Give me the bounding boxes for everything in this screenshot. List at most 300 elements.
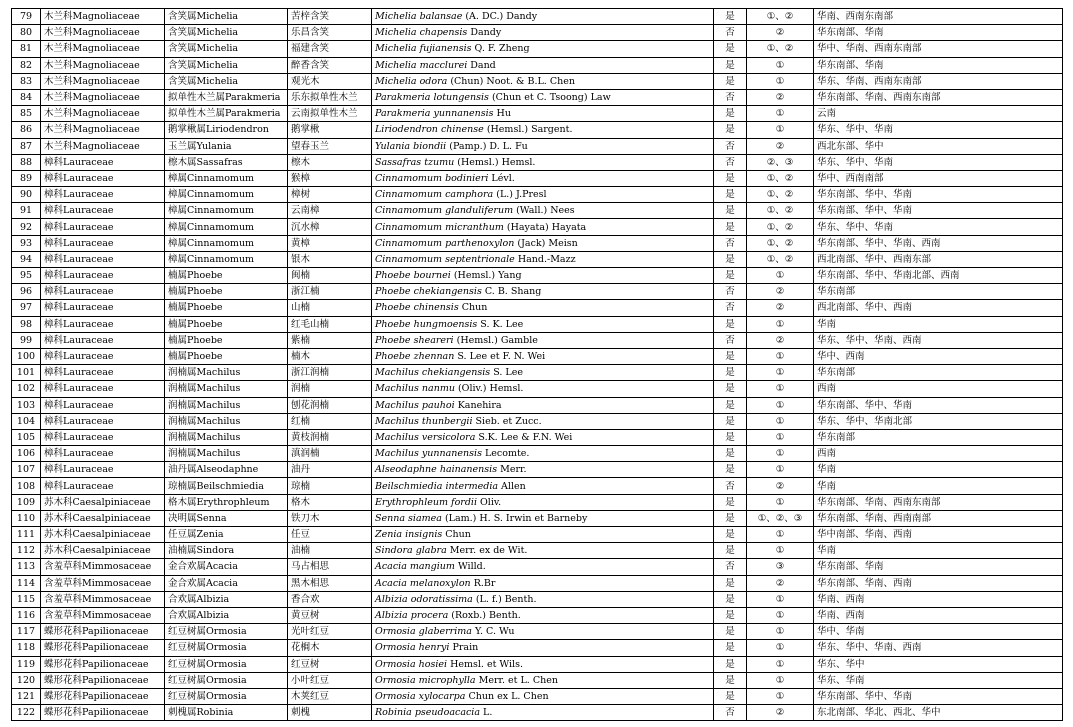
species-authority: (Wall.) Nees (513, 205, 575, 217)
scientific-name-cell (372, 607, 714, 623)
species-epithet: Parakmeria yunnanensis (375, 108, 494, 120)
family-cell: 樟科Lauraceae (41, 348, 165, 364)
region-cell: 华东南部、华南 (814, 559, 1063, 575)
genus-cell: 含笑属Michelia (165, 57, 288, 73)
flag-cell: 是 (714, 462, 747, 478)
region-cell: 华东、华南、西南东南部 (814, 73, 1063, 89)
row-number: 81 (12, 41, 41, 57)
chinese-name-cell: 望春玉兰 (288, 138, 372, 154)
species-authority: Merr. et L. Chen (475, 674, 558, 686)
scientific-name-cell (372, 413, 714, 429)
scientific-name-cell (372, 559, 714, 575)
table-row (12, 397, 1063, 413)
species-authority: L. (480, 707, 493, 719)
genus-cell: 含笑属Michelia (165, 73, 288, 89)
genus-cell: 楠属Phoebe (165, 284, 288, 300)
table-row (12, 446, 1063, 462)
genus-cell: 拟单性木兰属Parakmeria (165, 89, 288, 105)
flag-cell: 否 (714, 332, 747, 348)
chinese-name-cell: 醉香含笑 (288, 57, 372, 73)
family-cell: 蝶形花科Papilionaceae (41, 640, 165, 656)
species-authority: Kanehira (454, 399, 502, 411)
genus-cell: 格木属Erythrophleum (165, 494, 288, 510)
chinese-name-cell: 黄枝润楠 (288, 429, 372, 445)
flag-cell: 否 (714, 138, 747, 154)
flag-cell: 是 (714, 688, 747, 704)
species-authority: Q. F. Zheng (471, 43, 530, 55)
flag-cell: 是 (714, 106, 747, 122)
region-cell: 华东、华中、华南 (814, 122, 1063, 138)
scientific-name-cell (372, 170, 714, 186)
scientific-name-cell (372, 527, 714, 543)
row-number: 103 (12, 397, 41, 413)
scientific-name-cell (372, 348, 714, 364)
row-number: 94 (12, 251, 41, 267)
row-number: 101 (12, 365, 41, 381)
row-number: 109 (12, 494, 41, 510)
table-row (12, 688, 1063, 704)
region-cell: 华东、华中、华南 (814, 154, 1063, 170)
genus-cell: 樟属Cinnamomum (165, 219, 288, 235)
table-row (12, 640, 1063, 656)
table-row (12, 300, 1063, 316)
chinese-name-cell: 红豆树 (288, 656, 372, 672)
flag-cell: 是 (714, 365, 747, 381)
table-row (12, 251, 1063, 267)
table-row (12, 219, 1063, 235)
region-cell: 华东南部、华南、西南东南部 (814, 89, 1063, 105)
chinese-name-cell: 樟树 (288, 187, 372, 203)
row-number: 97 (12, 300, 41, 316)
genus-cell: 红豆树属Ormosia (165, 640, 288, 656)
region-cell: 东北南部、华北、西北、华中 (814, 705, 1063, 721)
species-epithet: Cinnamomum parthenoxylon (375, 237, 515, 249)
species-authority: Chun (458, 302, 488, 314)
chinese-name-cell: 浙江润楠 (288, 365, 372, 381)
family-cell: 木兰科Magnoliaceae (41, 122, 165, 138)
chinese-name-cell: 乐昌含笑 (288, 25, 372, 41)
region-cell: 华东南部、华南、西南东南部 (814, 494, 1063, 510)
table-row (12, 527, 1063, 543)
region-cell: 华南 (814, 316, 1063, 332)
flag-cell: 否 (714, 559, 747, 575)
family-cell: 蝶形花科Papilionaceae (41, 656, 165, 672)
code-cell: ①、② (747, 251, 814, 267)
table-row (12, 510, 1063, 526)
flag-cell: 是 (714, 672, 747, 688)
scientific-name-cell (372, 300, 714, 316)
species-authority: S.K. Lee & F.N. Wei (475, 431, 573, 443)
code-cell: ② (747, 575, 814, 591)
species-authority: R.Br (470, 577, 496, 589)
family-cell: 含羞草科Mimmosaceae (41, 575, 165, 591)
family-cell: 蝶形花科Papilionaceae (41, 672, 165, 688)
species-epithet: Phoebe bournei (375, 270, 451, 282)
scientific-name-cell (372, 332, 714, 348)
family-cell: 樟科Lauraceae (41, 478, 165, 494)
code-cell: ① (747, 672, 814, 688)
family-cell: 樟科Lauraceae (41, 397, 165, 413)
family-cell: 木兰科Magnoliaceae (41, 89, 165, 105)
species-epithet: Michelia balansae (375, 11, 463, 23)
row-number: 116 (12, 607, 41, 623)
region-cell: 西南 (814, 446, 1063, 462)
region-cell: 华东南部 (814, 429, 1063, 445)
genus-cell: 含笑属Michelia (165, 25, 288, 41)
genus-cell: 红豆树属Ormosia (165, 688, 288, 704)
row-number: 117 (12, 624, 41, 640)
code-cell: ①、② (747, 170, 814, 186)
species-authority: Y. C. Wu (471, 626, 515, 638)
chinese-name-cell: 油丹 (288, 462, 372, 478)
chinese-name-cell: 鹅掌楸 (288, 122, 372, 138)
row-number: 118 (12, 640, 41, 656)
genus-cell: 樟属Cinnamomum (165, 170, 288, 186)
scientific-name-cell (372, 591, 714, 607)
species-epithet: Ormosia microphylla (375, 674, 476, 686)
table-row (12, 316, 1063, 332)
code-cell: ② (747, 25, 814, 41)
species-authority: (L.) J.Presl (493, 189, 547, 201)
row-number: 93 (12, 235, 41, 251)
species-epithet: Machilus chekiangensis (375, 367, 491, 379)
family-cell: 苏木科Caesalpiniaceae (41, 510, 165, 526)
row-number: 107 (12, 462, 41, 478)
chinese-name-cell: 润楠 (288, 381, 372, 397)
flag-cell: 是 (714, 543, 747, 559)
scientific-name-cell (372, 381, 714, 397)
species-epithet: Machilus nanmu (375, 383, 455, 395)
species-authority: S. K. Lee (477, 318, 524, 330)
code-cell: ① (747, 591, 814, 607)
family-cell: 苏木科Caesalpiniaceae (41, 543, 165, 559)
family-cell: 樟科Lauraceae (41, 365, 165, 381)
genus-cell: 楠属Phoebe (165, 300, 288, 316)
chinese-name-cell: 红毛山楠 (288, 316, 372, 332)
species-authority: Lévl. (488, 172, 515, 184)
table-row (12, 705, 1063, 721)
table-row (12, 494, 1063, 510)
scientific-name-cell (372, 446, 714, 462)
chinese-name-cell: 滇润楠 (288, 446, 372, 462)
genus-cell: 刺槐属Robinia (165, 705, 288, 721)
species-authority: Hand.-Mazz (514, 253, 576, 265)
species-epithet: Ormosia glaberrima (375, 626, 472, 638)
species-epithet: Michelia odora (375, 75, 448, 87)
species-epithet: Parakmeria lotungensis (375, 92, 489, 104)
species-epithet: Beilschmiedia intermedia (375, 480, 499, 492)
chinese-name-cell: 小叶红豆 (288, 672, 372, 688)
flag-cell: 是 (714, 41, 747, 57)
species-authority: Sieb. et Zucc. (472, 415, 542, 427)
table-row (12, 607, 1063, 623)
row-number: 122 (12, 705, 41, 721)
code-cell: ① (747, 106, 814, 122)
code-cell: ①、② (747, 203, 814, 219)
family-cell: 樟科Lauraceae (41, 187, 165, 203)
flag-cell: 是 (714, 640, 747, 656)
species-authority: Allen (498, 480, 526, 492)
scientific-name-cell (372, 429, 714, 445)
table-row (12, 154, 1063, 170)
region-cell: 华中、华南、西南东南部 (814, 41, 1063, 57)
genus-cell: 决明属Senna (165, 510, 288, 526)
scientific-name-cell (372, 316, 714, 332)
scientific-name-cell (372, 154, 714, 170)
flag-cell: 是 (714, 575, 747, 591)
family-cell: 含羞草科Mimmosaceae (41, 607, 165, 623)
species-epithet: Cinnamomum camphora (375, 189, 494, 201)
species-authority: (Hemsl.) Gamble (453, 334, 538, 346)
region-cell: 华南、西南 (814, 591, 1063, 607)
row-number: 91 (12, 203, 41, 219)
table-row (12, 413, 1063, 429)
species-epithet: Michelia macclurei (375, 59, 468, 71)
flag-cell: 否 (714, 300, 747, 316)
chinese-name-cell: 紫楠 (288, 332, 372, 348)
species-authority: (A. DC.) Dandy (462, 11, 538, 23)
flag-cell: 是 (714, 348, 747, 364)
family-cell: 木兰科Magnoliaceae (41, 9, 165, 25)
genus-cell: 润楠属Machilus (165, 365, 288, 381)
code-cell: ①、② (747, 9, 814, 25)
region-cell: 西南 (814, 381, 1063, 397)
row-number: 89 (12, 170, 41, 186)
row-number: 100 (12, 348, 41, 364)
species-authority: Prain (449, 642, 479, 654)
species-authority: (Chun) Noot. & B.L. Chen (447, 75, 575, 87)
species-authority: (Oliv.) Hemsl. (454, 383, 524, 395)
row-number: 121 (12, 688, 41, 704)
region-cell: 华东南部、华南、西南 (814, 575, 1063, 591)
chinese-name-cell: 沉水樟 (288, 219, 372, 235)
genus-cell: 润楠属Machilus (165, 381, 288, 397)
row-number: 87 (12, 138, 41, 154)
scientific-name-cell (372, 57, 714, 73)
scientific-name-cell (372, 478, 714, 494)
chinese-name-cell: 红楠 (288, 413, 372, 429)
chinese-name-cell: 浙江楠 (288, 284, 372, 300)
species-epithet: Robinia pseudoacacia (375, 707, 481, 719)
family-cell: 樟科Lauraceae (41, 446, 165, 462)
chinese-name-cell: 光叶红豆 (288, 624, 372, 640)
table-row (12, 268, 1063, 284)
region-cell: 华东南部、华南、西南南部 (814, 510, 1063, 526)
scientific-name-cell (372, 41, 714, 57)
genus-cell: 合欢属Albizia (165, 591, 288, 607)
flag-cell: 否 (714, 284, 747, 300)
chinese-name-cell: 香合欢 (288, 591, 372, 607)
species-epithet: Acacia mangium (375, 561, 455, 573)
row-number: 86 (12, 122, 41, 138)
flag-cell: 是 (714, 624, 747, 640)
table-row (12, 591, 1063, 607)
row-number: 88 (12, 154, 41, 170)
species-epithet: Michelia chapensis (375, 27, 468, 39)
genus-cell: 玉兰属Yulania (165, 138, 288, 154)
table-row (12, 478, 1063, 494)
row-number: 82 (12, 57, 41, 73)
table-row (12, 170, 1063, 186)
species-epithet: Cinnamomum glanduliferum (375, 205, 514, 217)
code-cell: ① (747, 348, 814, 364)
family-cell: 含羞草科Mimmosaceae (41, 591, 165, 607)
code-cell: ② (747, 332, 814, 348)
genus-cell: 拟单性木兰属Parakmeria (165, 106, 288, 122)
scientific-name-cell (372, 494, 714, 510)
flag-cell: 是 (714, 122, 747, 138)
species-authority: Oliv. (476, 496, 502, 508)
scientific-name-cell (372, 203, 714, 219)
species-authority: Hemsl. et Wils. (447, 658, 523, 670)
code-cell: ① (747, 413, 814, 429)
code-cell: ① (747, 268, 814, 284)
code-cell: ① (747, 57, 814, 73)
region-cell: 华南 (814, 478, 1063, 494)
table-row (12, 575, 1063, 591)
species-epithet: Albizia procera (375, 610, 449, 622)
table-body (12, 9, 1063, 721)
code-cell: ② (747, 89, 814, 105)
species-epithet: Phoebe chinensis (375, 302, 459, 314)
species-epithet: Ormosia xylocarpa (375, 690, 466, 702)
family-cell: 樟科Lauraceae (41, 300, 165, 316)
region-cell: 西北南部、华中、西南东部 (814, 251, 1063, 267)
region-cell: 华南、西南 (814, 607, 1063, 623)
species-epithet: Yulania biondii (375, 140, 447, 152)
family-cell: 樟科Lauraceae (41, 332, 165, 348)
code-cell: ① (747, 316, 814, 332)
flag-cell: 是 (714, 170, 747, 186)
table-row (12, 543, 1063, 559)
flag-cell: 否 (714, 235, 747, 251)
chinese-name-cell: 闽楠 (288, 268, 372, 284)
chinese-name-cell: 云南拟单性木兰 (288, 106, 372, 122)
genus-cell: 润楠属Machilus (165, 429, 288, 445)
row-number: 113 (12, 559, 41, 575)
row-number: 79 (12, 9, 41, 25)
table-row (12, 122, 1063, 138)
family-cell: 樟科Lauraceae (41, 219, 165, 235)
chinese-name-cell: 油楠 (288, 543, 372, 559)
code-cell: ① (747, 122, 814, 138)
scientific-name-cell (372, 397, 714, 413)
code-cell: ② (747, 478, 814, 494)
row-number: 120 (12, 672, 41, 688)
region-cell: 华东南部、华中、华南 (814, 187, 1063, 203)
family-cell: 樟科Lauraceae (41, 429, 165, 445)
chinese-name-cell: 山楠 (288, 300, 372, 316)
scientific-name-cell (372, 543, 714, 559)
region-cell: 西北东部、华中 (814, 138, 1063, 154)
family-cell: 木兰科Magnoliaceae (41, 41, 165, 57)
region-cell: 华东、华中 (814, 656, 1063, 672)
family-cell: 木兰科Magnoliaceae (41, 138, 165, 154)
species-epithet: Alseodaphne hainanensis (375, 464, 498, 476)
code-cell: ②、③ (747, 154, 814, 170)
region-cell: 华东、华中、华南、西南 (814, 640, 1063, 656)
species-epithet: Cinnamomum bodinieri (375, 172, 489, 184)
flag-cell: 是 (714, 607, 747, 623)
region-cell: 华南 (814, 543, 1063, 559)
species-epithet: Albizia odoratissima (375, 593, 473, 605)
scientific-name-cell (372, 575, 714, 591)
region-cell: 华中、华南 (814, 624, 1063, 640)
species-authority: Dand (467, 59, 496, 71)
species-epithet: Cinnamomum septentrionale (375, 253, 515, 265)
chinese-name-cell: 福建含笑 (288, 41, 372, 57)
code-cell: ①、② (747, 235, 814, 251)
row-number: 102 (12, 381, 41, 397)
family-cell: 樟科Lauraceae (41, 462, 165, 478)
table-row (12, 656, 1063, 672)
chinese-name-cell: 檫木 (288, 154, 372, 170)
scientific-name-cell (372, 624, 714, 640)
chinese-name-cell: 花榈木 (288, 640, 372, 656)
chinese-name-cell: 银木 (288, 251, 372, 267)
code-cell: ① (747, 640, 814, 656)
chinese-name-cell: 云南樟 (288, 203, 372, 219)
flag-cell: 是 (714, 57, 747, 73)
row-number: 95 (12, 268, 41, 284)
region-cell: 华东南部、华南 (814, 57, 1063, 73)
family-cell: 含羞草科Mimmosaceae (41, 559, 165, 575)
species-epithet: Phoebe zhennan (375, 351, 455, 363)
species-epithet: Sindora glabra (375, 545, 447, 557)
genus-cell: 金合欢属Acacia (165, 575, 288, 591)
flag-cell: 是 (714, 656, 747, 672)
family-cell: 蝶形花科Papilionaceae (41, 705, 165, 721)
table-row (12, 348, 1063, 364)
region-cell: 华东南部 (814, 284, 1063, 300)
family-cell: 木兰科Magnoliaceae (41, 57, 165, 73)
chinese-name-cell: 刺槐 (288, 705, 372, 721)
species-authority: (Chun et C. Tsoong) Law (488, 92, 611, 104)
species-authority: Merr. (497, 464, 527, 476)
species-epithet: Cinnamomum micranthum (375, 221, 504, 233)
species-epithet: Erythrophleum fordii (375, 496, 477, 508)
genus-cell: 樟属Cinnamomum (165, 187, 288, 203)
flag-cell: 是 (714, 187, 747, 203)
row-number: 99 (12, 332, 41, 348)
flag-cell: 是 (714, 494, 747, 510)
chinese-name-cell: 马占相思 (288, 559, 372, 575)
scientific-name-cell (372, 138, 714, 154)
region-cell: 华东南部、华中、华南 (814, 397, 1063, 413)
genus-cell: 鹅掌楸属Liriodendron (165, 122, 288, 138)
species-epithet: Senna siamea (375, 512, 442, 524)
flag-cell: 是 (714, 9, 747, 25)
row-number: 119 (12, 656, 41, 672)
code-cell: ① (747, 656, 814, 672)
scientific-name-cell (372, 510, 714, 526)
family-cell: 樟科Lauraceae (41, 316, 165, 332)
row-number: 96 (12, 284, 41, 300)
species-epithet: Phoebe chekiangensis (375, 286, 482, 298)
row-number: 114 (12, 575, 41, 591)
genus-cell: 含笑属Michelia (165, 41, 288, 57)
code-cell: ① (747, 688, 814, 704)
code-cell: ① (747, 429, 814, 445)
region-cell: 华东、华中、华南、西南 (814, 332, 1063, 348)
code-cell: ① (747, 527, 814, 543)
table-row (12, 25, 1063, 41)
row-number: 92 (12, 219, 41, 235)
scientific-name-cell (372, 672, 714, 688)
species-authority: S. Lee (490, 367, 523, 379)
genus-cell: 任豆属Zenia (165, 527, 288, 543)
scientific-name-cell (372, 25, 714, 41)
